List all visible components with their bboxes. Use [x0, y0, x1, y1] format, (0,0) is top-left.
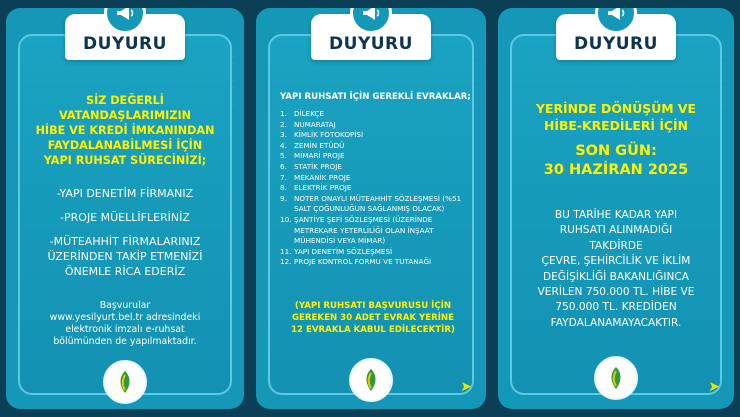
contact-list [26, 186, 224, 288]
description-text [516, 208, 716, 331]
desc-line: RUHSATI ALINMADIĞI [559, 224, 673, 237]
list-item: 4. ZEMİN ETÜDÜ [280, 140, 345, 150]
announcement-panel-3 [498, 8, 734, 409]
footer-line: elektronik imzalı e-ruhsat [65, 324, 185, 335]
lead-line: YAPI RUHSAT SÜRECİNİZİ; [43, 154, 207, 167]
list-item: 9. NOTER ONAYLI MÜTEAHHİT SÖZLEŞMESİ (%51 SALT ÇOĞUNLUĞUN SAĞLANMIŞ OLACAK) [280, 193, 462, 214]
municipality-logo [594, 356, 638, 400]
desc-line: TAKDİRDE [589, 239, 643, 252]
desc-line: VERİLEN 750.000 TL. HİBE VE [537, 286, 695, 299]
lead-line: YERİNDE DÖNÜŞÜM VE [536, 101, 696, 116]
list-item: 12. PROJE KONTROL FORMU VE TUTANAĞI [280, 257, 432, 267]
footer-line: Başvurular [99, 300, 151, 311]
announcement-panel-1 [6, 8, 244, 409]
document-list [280, 109, 476, 268]
lead-line: SİZ DEĞERLİ [86, 94, 164, 107]
desc-line: ÇEVRE, ŞEHİRCİLİK VE İKLİM [541, 255, 691, 268]
list-item: -MÜTEAHHİT FİRMALARINIZ ÜZERİNDEN TAKİP ETMENİZİ ÖNEMLE RİCA EDERİZ [47, 235, 203, 278]
lead-line: HİBE VE KREDİ İMKANINDAN [35, 124, 215, 137]
deadline-text [516, 142, 716, 180]
list-item: 6. STATİK PROJE [280, 161, 342, 171]
megaphone-icon [350, 8, 392, 34]
announcement-panel-2 [256, 8, 486, 409]
lead-line: HİBE-KREDİLERİ İÇİN [543, 118, 689, 133]
arrow-icon: ➤ [708, 379, 720, 395]
note-line: (YAPI RUHSATI BAŞVURUSU İÇİN [294, 301, 452, 311]
desc-line: 750.000 TL. KREDİDEN [555, 301, 677, 314]
list-item: 5. MİMARİ PROJE [280, 151, 345, 161]
deadline-line: SON GÜN: [575, 143, 657, 159]
footer-text [26, 300, 224, 348]
list-item: 7. MEKANİK PROJE [280, 172, 351, 182]
panel-header [556, 14, 676, 60]
header-title: DUYURU [83, 34, 167, 54]
lead-line: FAYDALANABİLMESİ İÇİN [47, 139, 203, 152]
panel-header [311, 14, 431, 60]
header-title: DUYURU [574, 34, 658, 54]
list-item: 2. NUMARATAJ [280, 119, 336, 129]
list-item: 3. KİMLİK FOTOKOPİSİ [280, 130, 364, 140]
desc-line: FAYDALANAMAYACAKTIR. [550, 316, 682, 329]
list-item: -YAPI DENETİM FİRMANIZ [56, 187, 194, 200]
lead-text [26, 93, 224, 168]
lead-line: VATANDAŞLARIMIZIN [59, 109, 191, 122]
footer-line: bölümünden de yapılmaktadır. [53, 336, 197, 347]
note-line: 12 EVRAKLA KABUL EDİLECEKTİR) [291, 325, 455, 335]
megaphone-icon [104, 8, 146, 34]
list-item: -PROJE MÜELLİFLERİNİZ [60, 211, 190, 224]
deadline-line: 30 HAZİRAN 2025 [543, 162, 689, 178]
desc-line: DEĞİŞİKLİĞİ BAKANLIĞINCA [542, 270, 690, 283]
list-item: 8. ELEKTRİK PROJE [280, 183, 352, 193]
lead-text [516, 100, 716, 134]
list-item: 11. YAPI DENETİM SÖZLEŞMESİ [280, 246, 393, 256]
desc-line: BU TARİHE KADAR YAPI [554, 209, 678, 221]
list-item: 10. ŞANTİYE ŞEFİ SÖZLEŞMESİ (ÜZERİNDE METREKARE YETERLİLİĞİ OLAN İNŞAAT MÜHENDİSİ VEYA MİMAR) [280, 214, 434, 246]
note-text [280, 300, 466, 336]
list-item: 1. DİLEKÇE [280, 109, 325, 118]
municipality-logo [103, 360, 147, 404]
arrow-icon: ➤ [460, 379, 472, 395]
megaphone-icon [595, 8, 637, 34]
footer-line: www.yesilyurt.bel.tr adresindeki [49, 312, 201, 323]
note-line: GEREKEN 30 ADET EVRAK YERİNE [292, 313, 454, 323]
list-title: YAPI RUHSATI İÇİN GEREKLİ EVRAKLAR; [280, 92, 471, 102]
municipality-logo [349, 358, 393, 402]
header-title: DUYURU [329, 34, 413, 54]
panel-header [65, 14, 185, 60]
